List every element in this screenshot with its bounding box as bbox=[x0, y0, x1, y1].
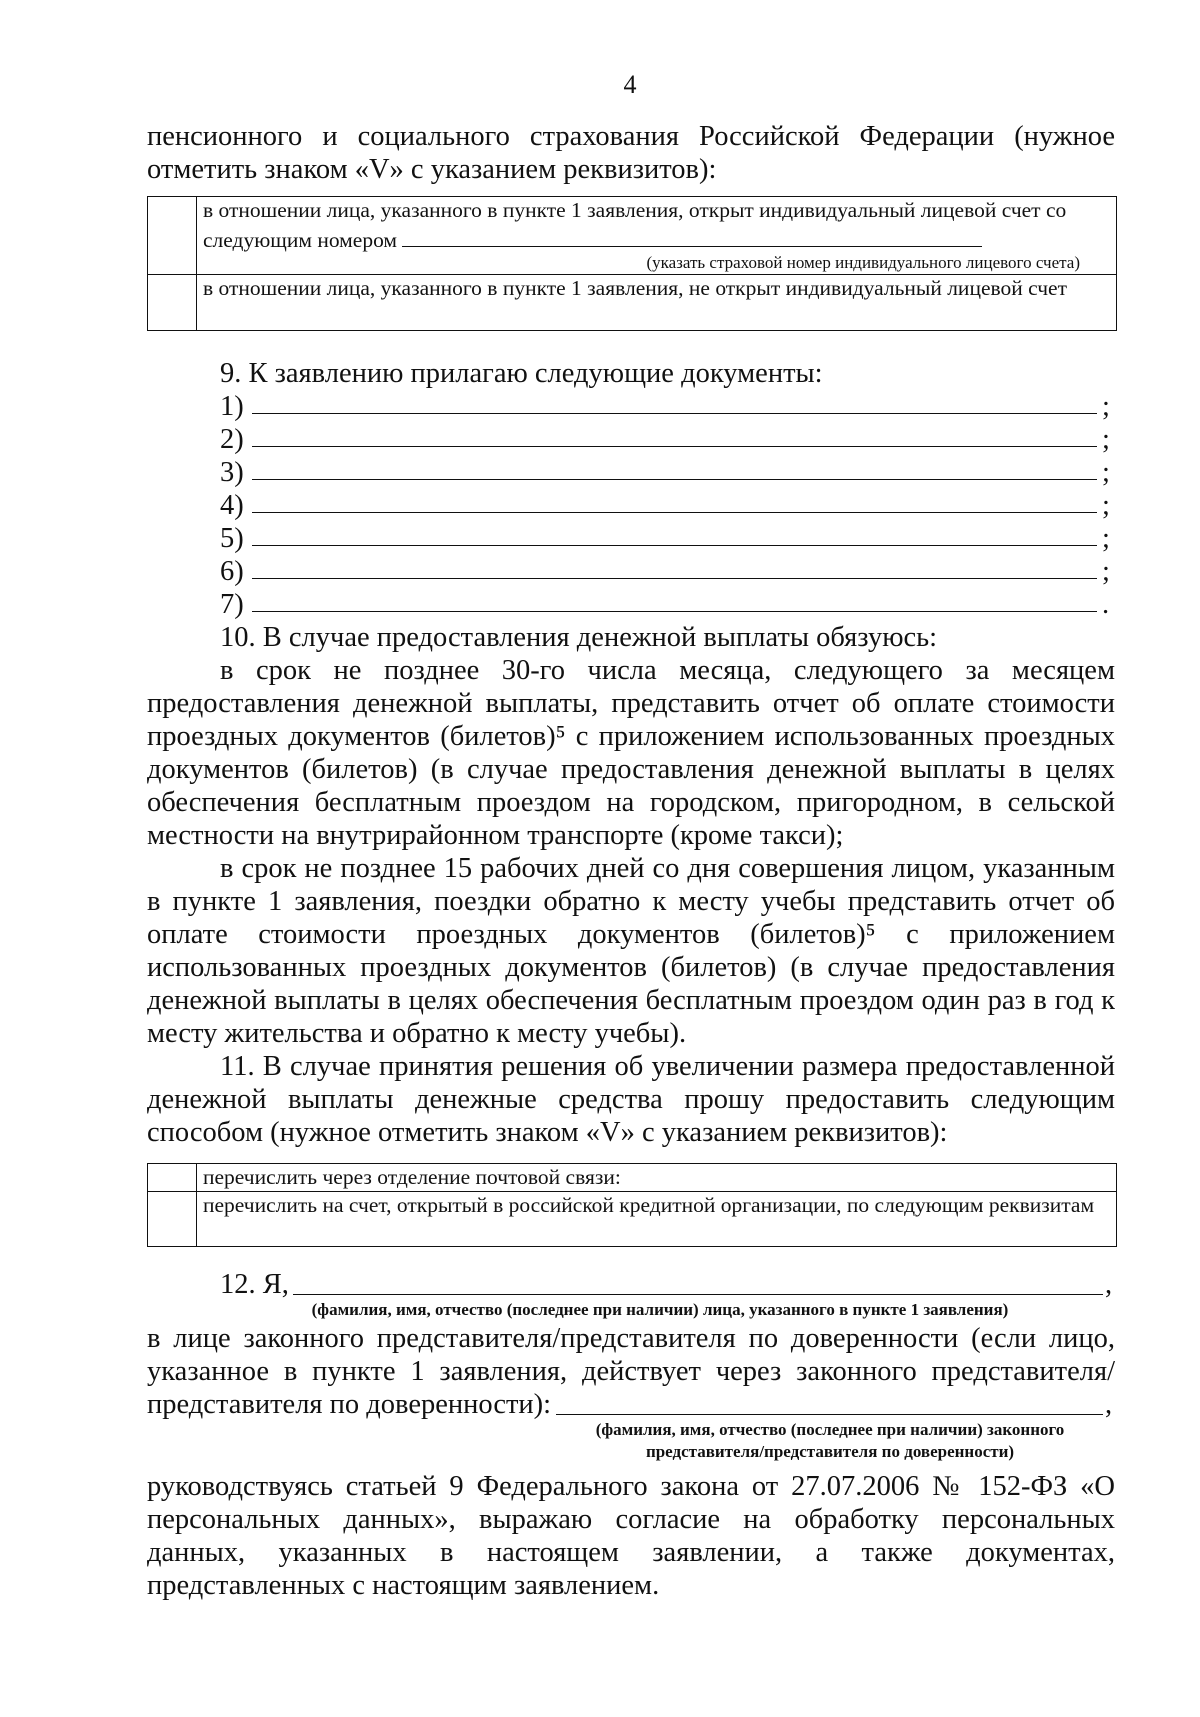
document-line-end: ; bbox=[1102, 457, 1110, 488]
document-line-field[interactable] bbox=[252, 479, 1097, 480]
checkbox-post[interactable] bbox=[148, 1164, 197, 1192]
account-number-field[interactable] bbox=[402, 224, 982, 247]
document-line-end: ; bbox=[1102, 523, 1110, 554]
section10-para1: в срок не позднее 30-го числа месяца, следующего за месяцем предоставления денежной выплаты, представить отчет об оплате стоимости проездных документов (билетов)⁵ с приложением использованных проездных документов (билетов) (в случае предоставления денежной выплаты в целях обеспечения бесплатным проездом на городском, пригородном, в сельской местности на внутрирайонном транспорте (кроме такси); bbox=[147, 655, 1115, 851]
document-line-end: . bbox=[1102, 589, 1110, 620]
document-line-field[interactable] bbox=[252, 413, 1097, 414]
document-line-number: 3) bbox=[220, 457, 244, 488]
document-line-end: ; bbox=[1102, 391, 1110, 422]
document-line bbox=[220, 390, 1110, 423]
section12-representative-end: представителя по доверенности): bbox=[147, 1389, 552, 1420]
document-line-end: ; bbox=[1102, 556, 1110, 587]
page-number: 4 bbox=[623, 70, 637, 99]
option-account-opened-text: в отношении лица, указанного в пункте 1 заявления, открыт индивидуальный лицевой счет со следующим номером bbox=[203, 198, 1067, 252]
document-line-number: 2) bbox=[220, 424, 244, 455]
document-line-field[interactable] bbox=[252, 578, 1097, 579]
document-line-field[interactable] bbox=[252, 512, 1097, 513]
section10-heading: 10. В случае предоставления денежной выплаты обязуюсь: bbox=[220, 622, 938, 653]
document-line-end: ; bbox=[1102, 424, 1110, 455]
document-line-number: 6) bbox=[220, 556, 244, 587]
section10-para2: в срок не позднее 15 рабочих дней со дня совершения лицом, указанным в пункте 1 заявления, поездки обратно к месту учебы представить отчет об оплате стоимости проездных документов (билетов)⁵ с приложением использованных проездных документов (билетов) (в случае предоставления денежной выплаты в целях обеспечения бесплатным проездом один раз в год к месту жительства и обратно к месту учебы). bbox=[147, 853, 1115, 1049]
checkbox-account-opened[interactable] bbox=[148, 197, 197, 275]
intro-text: пенсионного и социального страхования Российской Федерации (нужное отметить знаком «V» с указанием реквизитов): bbox=[147, 121, 1115, 185]
section12-comma2: , bbox=[1105, 1389, 1113, 1420]
option-post-text: перечислить через отделение почтовой связи: bbox=[197, 1164, 1117, 1192]
document-line bbox=[220, 456, 1110, 489]
documents-heading: 9. К заявлению прилагаю следующие документы: bbox=[220, 358, 823, 389]
checkbox-account-not-opened[interactable] bbox=[148, 275, 197, 331]
payment-options-table bbox=[147, 1163, 1117, 1247]
representative-caption-1: (фамилия, имя, отчество (последнее при наличии) законного bbox=[595, 1420, 1065, 1439]
document-line-field[interactable] bbox=[252, 446, 1097, 447]
document-line-field[interactable] bbox=[252, 545, 1097, 546]
document-line bbox=[220, 423, 1110, 456]
document-line-number: 4) bbox=[220, 490, 244, 521]
representative-name-field[interactable] bbox=[556, 1414, 1103, 1415]
document-line-number: 5) bbox=[220, 523, 244, 554]
document-line-number: 7) bbox=[220, 589, 244, 620]
account-number-caption: (указать страховой номер индивидуального лицевого счета) bbox=[646, 253, 1080, 272]
option-account-opened bbox=[197, 197, 1117, 275]
representative-caption-2: представителя/представителя по доверенности) bbox=[645, 1442, 1015, 1461]
section12-representative-text: в лице законного представителя/представителя по доверенности (если лицо, указанное в пункте 1 заявления, действует через законного представителя/ bbox=[147, 1323, 1115, 1387]
section12-comma: , bbox=[1105, 1269, 1113, 1300]
document-line-end: ; bbox=[1102, 490, 1110, 521]
document-line bbox=[220, 555, 1110, 588]
applicant-name-caption: (фамилия, имя, отчество (последнее при наличии) лица, указанного в пункте 1 заявления) bbox=[311, 1300, 1009, 1319]
document-line bbox=[220, 522, 1110, 555]
option-account-not-opened-text: в отношении лица, указанного в пункте 1 заявления, не открыт индивидуальный лицевой счет bbox=[197, 275, 1117, 331]
document-line bbox=[220, 588, 1110, 621]
section12-label: 12. Я, bbox=[220, 1269, 289, 1300]
checkbox-bank[interactable] bbox=[148, 1192, 197, 1247]
section11-text: 11. В случае принятия решения об увеличении размера предоставленной денежной выплаты денежные средства прошу предоставить следующим способом (нужное отметить знаком «V» с указанием реквизитов): bbox=[147, 1051, 1115, 1148]
document-line-number: 1) bbox=[220, 391, 244, 422]
document-line-field[interactable] bbox=[252, 611, 1097, 612]
option-bank-text: перечислить на счет, открытый в российской кредитной организации, по следующим реквизитам bbox=[197, 1192, 1117, 1247]
account-options-table bbox=[147, 196, 1117, 331]
consent-text: руководствуясь статьей 9 Федерального закона от 27.07.2006 № 152-ФЗ «О персональных данных», выражаю согласие на обработку персональных данных, указанных в настоящем заявлении, а также документах, представленных с настоящим заявлением. bbox=[147, 1471, 1115, 1601]
document-line bbox=[220, 489, 1110, 522]
applicant-name-field[interactable] bbox=[293, 1294, 1103, 1295]
